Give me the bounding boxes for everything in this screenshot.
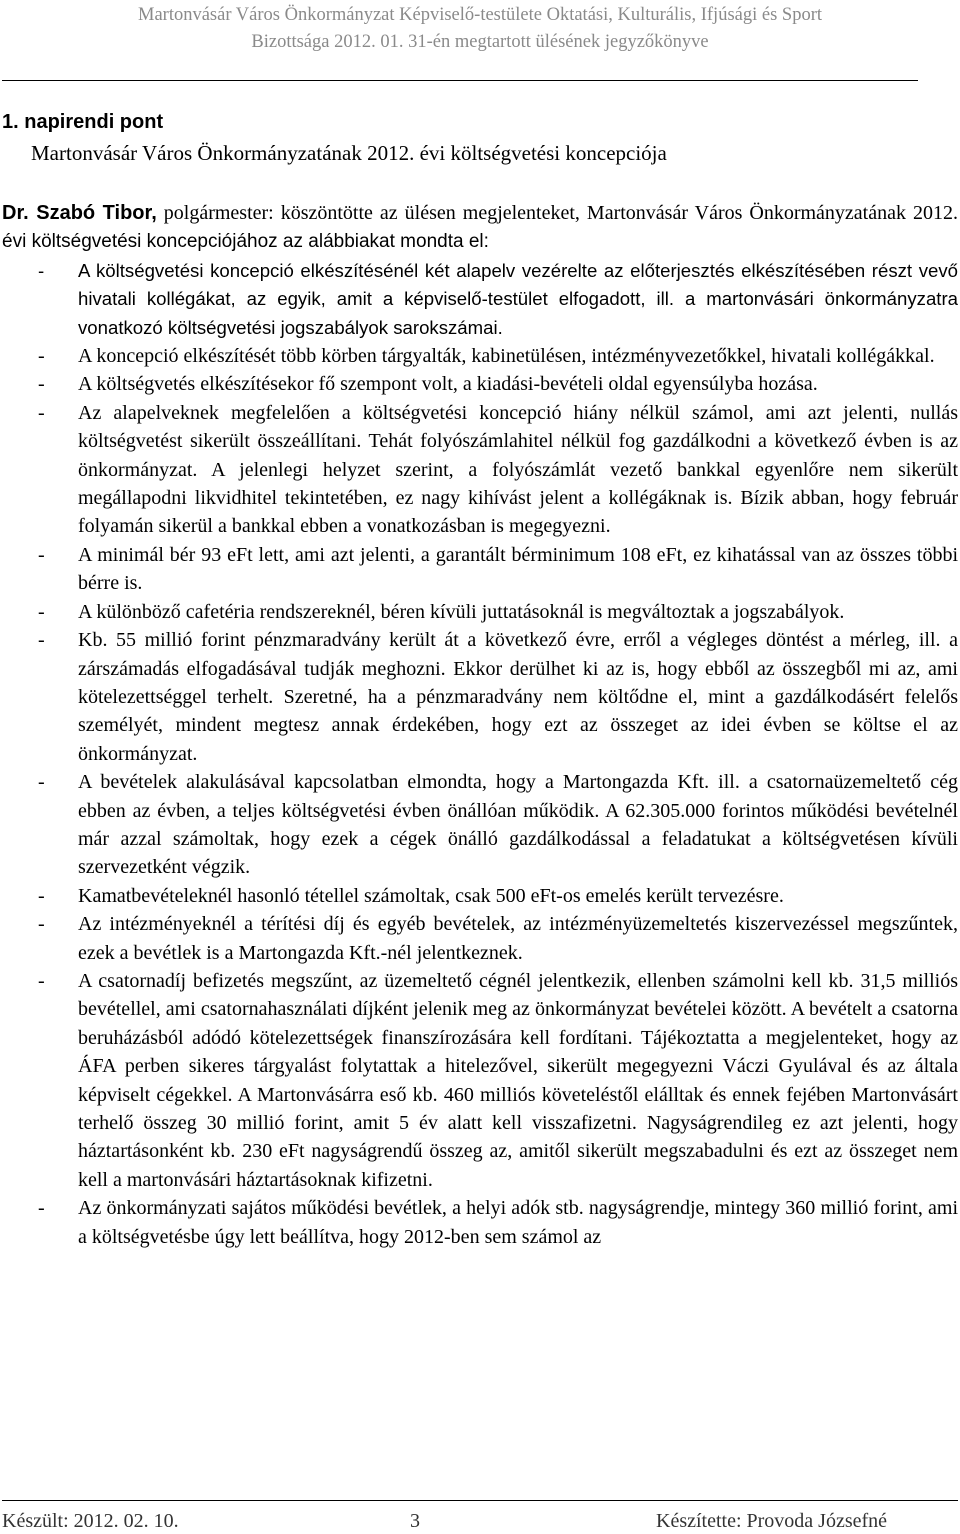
list-item <box>2 342 958 370</box>
agenda-number: 1. napirendi pont <box>2 111 164 133</box>
bullet-dash: - <box>38 629 45 652</box>
bullet-dash: - <box>38 543 45 566</box>
document-header <box>0 2 960 56</box>
intro-text-continued: évi költségvetési koncepciójához az alábbiakat mondta el: <box>2 231 489 253</box>
list-item <box>2 257 958 342</box>
list-item-text: A költségvetési koncepció elkészítésénél két alapelv vezérelte az előterjesztés elkészítésében részt vevő hivatali kollégákat, az egyik, amit a képviselő-testület elfogadott, ill. a martonvásári önkormányzatra vonatkozó költségvetési jogszabályok sarokszámai. <box>78 259 958 338</box>
bullet-dash: - <box>38 600 45 623</box>
header-line-1: Martonvásár Város Önkormányzat Képviselő-testülete Oktatási, Kulturális, Ifjúsági és Sport <box>138 5 822 25</box>
list-item <box>2 399 958 541</box>
bullet-dash: - <box>38 259 45 281</box>
list-item <box>2 768 958 882</box>
header-divider <box>2 80 918 81</box>
bullet-dash: - <box>38 373 45 396</box>
page-number: 3 <box>410 1510 420 1532</box>
footer-author: Készítette: Provoda Józsefné <box>656 1510 888 1532</box>
list-item <box>2 626 958 768</box>
agenda-title: Martonvásár Város Önkormányzatának 2012. évi költségvetési koncepciója <box>31 141 667 165</box>
bullet-dash: - <box>38 969 45 992</box>
list-item <box>2 1194 958 1251</box>
bullet-dash: - <box>38 401 45 424</box>
bullet-dash: - <box>38 884 45 907</box>
bullet-dash: - <box>38 345 45 368</box>
bullet-dash: - <box>38 913 45 936</box>
bullet-list <box>2 257 958 1251</box>
list-item-text: Az intézményeknél a térítési díj és egyéb bevételek, az intézményüzemeltetés kiszervezéssel megszűntek, ezek a bevétlek is a Martongazda Kft.-nél jelentkeznek. <box>78 913 958 964</box>
list-item <box>2 598 958 626</box>
list-item-text: Kamatbevételeknél hasonló tétellel számoltak, csak 500 eFt-os emelés került tervezésre. <box>78 884 784 907</box>
list-item-text: Az önkormányzati sajátos működési bevétlek, a helyi adók stb. nagyságrendje, mintegy 360 millió forint, ami a költségvetésbe úgy lett beállítva, hogy 2012-ben sem számol az <box>78 1197 958 1248</box>
header-line-2: Bizottsága 2012. 01. 31-én megtartott ülésének jegyzőkönyve <box>251 32 709 52</box>
list-item-text: A költségvetés elkészítésekor fő szempont volt, a kiadási-bevételi oldal egyensúlyba hozása. <box>78 373 818 396</box>
bullet-dash: - <box>38 771 45 794</box>
footer-date: Készült: 2012. 02. 10. <box>2 1510 179 1532</box>
bullet-dash: - <box>38 1197 45 1220</box>
speaker-name: Dr. Szabó Tibor, <box>2 202 157 224</box>
list-item-text: A bevételek alakulásával kapcsolatban elmondta, hogy a Martongazda Kft. ill. a csatornaüzemeltető cég ebben az évben, a teljes költségvetési évben önállóan működik. A 62.305.000 forintos működési bevételnél már azzal számoltak, hogy ezek a cégek önálló gazdálkodással a feladatukat a költségvetésen kívüli szervezetként végzik. <box>78 771 958 879</box>
intro-text: polgármester: köszöntötte az ülésen megjelenteket, Martonvásár Város Önkormányzatának 2012. <box>156 202 958 224</box>
footer-divider <box>2 1500 958 1501</box>
list-item-text: Az alapelveknek megfelelően a költségvetési koncepció hiány nélkül számol, ami azt jelenti, nullás költségvetést sikerült összeállítani. Tehát folyószámlahitel nélkül fog gazdálkodni a következő évben is az önkormányzat. A jelenlegi helyzet szerint, a folyószámlát vezető bankkal egyenlőre nem sikerült megállapodni likvidhitel tekintetében, ez nagy kihívást jelent a kollégáknak is. Bízik abban, hogy február folyamán sikerül a bankkal ebben a vonatkozásban is megegyezni. <box>78 401 958 538</box>
list-item <box>2 910 958 967</box>
list-item-text: A minimál bér 93 eFt lett, ami azt jelenti, a garantált bérminimum 108 eFt, ez kihatással van az összes többi bérre is. <box>78 543 958 595</box>
list-item-text: A különböző cafetéria rendszereknél, béren kívüli juttatásoknál is megváltoztak a jogszabályok. <box>78 600 845 623</box>
list-item <box>2 967 958 1194</box>
list-item <box>2 541 958 598</box>
list-item <box>2 882 958 910</box>
intro-paragraph <box>2 199 958 257</box>
list-item-text: A csatornadíj befizetés megszűnt, az üzemeltető cégnél jelentkezik, ellenben számolni kell kb. 31,5 milliós bevétellel, ami csatornahasználati díjként jelenik meg az önkormányzat bevételei között. A bevételt a csatorna beruházásból adódó kötelezettségek finanszírozására kell fordítani. Tájékoztatta a megjelenteket, hogy az ÁFA perben sikeres tárgyalást folytattak a hitelezővel, sikerült megegyezni Váczi Gyulával és az általa képviselt cégekkel. A Martonvásárra eső kb. 460 milliós követeléstől elálltak és ennek fejében Martonvásárt terhelő összeg 30 millió forint, amit 5 év alatt kell visszafizetni. Nagyságrendileg ez azt jelenti, hogy háztartásonként kb. 230 eFt nagyságrendű összeg az, amitől sikerült megszabadulni és ezt az összeget nem kell a martonvásári háztartásoknak kifizetni. <box>78 969 958 1191</box>
list-item <box>2 370 958 398</box>
list-item-text: A koncepció elkészítését több körben tárgyalták, kabinetülésen, intézményvezetőkkel, hivatali kollégákkal. <box>78 345 935 368</box>
list-item-text: Kb. 55 millió forint pénzmaradvány került át a következő évre, erről a végleges döntést a mérleg, ill. a zárszámadás elfogadásával tudják meghozni. Ekkor derülhet ki az is, hogy ebből az összegből mi az, ami kötelezettséggel terhelt. Szeretné, ha a pénzmaradvány nem költődne el, mint a gazdálkodásért felelős személyét, mindent megtesz annak érdekében, hogy ezt az összeget az idei évben se költse el az önkormányzat. <box>78 629 958 765</box>
document-body <box>2 199 958 1251</box>
